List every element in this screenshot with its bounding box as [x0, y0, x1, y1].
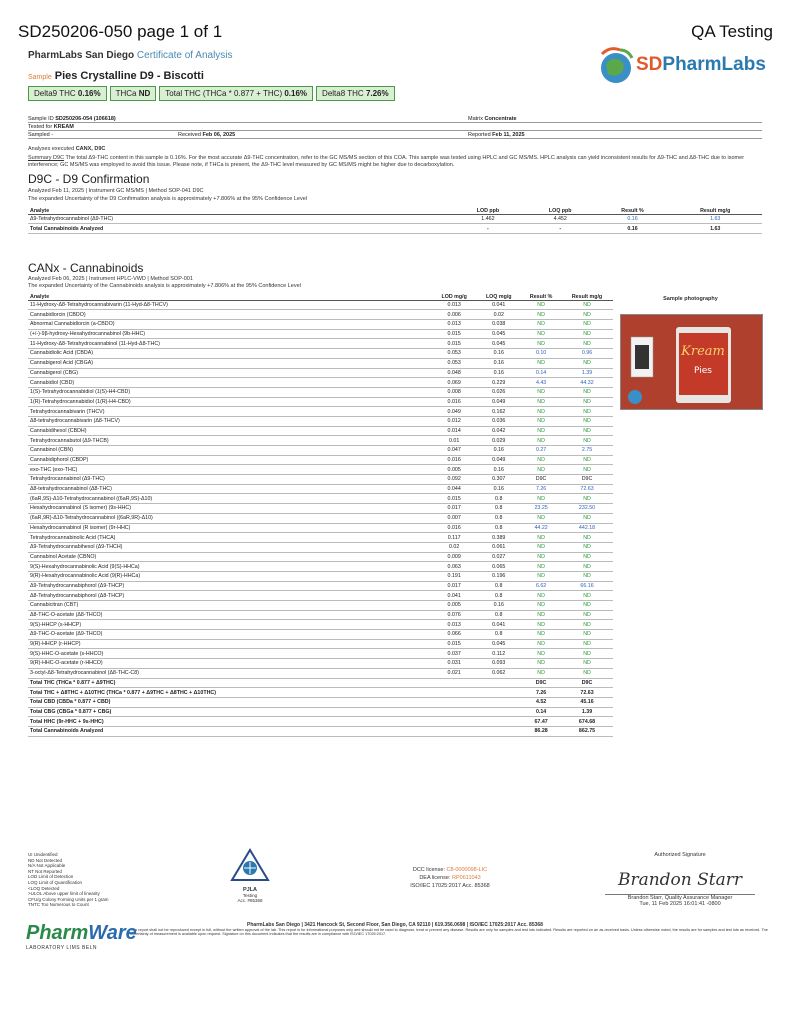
table-row: exo-THC (exo-THC) 0.005 0.16 ND ND — [28, 465, 613, 475]
sdpharmlabs-logo — [596, 44, 766, 84]
photo-header: Sample photography — [663, 296, 718, 302]
summary-badges — [28, 86, 395, 101]
lab-name: PharmLabs San Diego — [28, 50, 135, 61]
d9c-uncertainty: The expanded Uncertainty of the D9 Confirmation analysis is approximately +7.806% at the 95% Confidence Level — [28, 196, 307, 202]
globe-logo-icon — [596, 44, 640, 88]
table-row: Cannabidiphorol (CBDP) 0.016 0.049 ND ND — [28, 455, 613, 465]
pharmware-logo: PharmWare LABORATORY LIMS BELN — [26, 922, 137, 951]
table-row: 9(S)-Hexahydrocannabinolic Acid (9(S)-HHCa) 0.063 0.065 ND ND — [28, 562, 613, 572]
table-row: Cannabigerol Acid (CBGA) 0.053 0.16 ND ND — [28, 358, 613, 368]
table-row-total: Total CBG (CBGa * 0.877 + CBG) 0.14 1.39 — [28, 707, 613, 717]
badge-delta9: Delta9 THC 0.16% — [28, 86, 107, 101]
table-row: 9(R)-Hexahydrocannabinolic Acid (9(R)-HHCa) 0.191 0.196 ND ND — [28, 571, 613, 581]
signature: Brandon Starr — [617, 870, 743, 890]
legend-item: N/A Not Applicable — [28, 863, 66, 869]
legend-item: LOD Limit of Detection — [28, 874, 74, 880]
badge-delta8: Delta8 THC 7.26% — [316, 86, 395, 101]
signer-name: Brandon Starr, Quality Assurance Manager — [627, 895, 733, 901]
canx-uncertainty: The expanded Uncertainty of the Cannabinoids analysis is approximately +7.806% at the 95% Confidence Level — [28, 283, 301, 289]
table-row: Δ9-Tetrahydrocannabinol (Δ9-THC) 1.462 4.452 0.16 1.63 — [28, 214, 762, 224]
table-row: Cannabinol (CBN) 0.047 0.16 0.27 2.75 — [28, 446, 613, 456]
table-row: Δ8-Tetrahydrocannabiphorol (Δ8-THCP) 0.041 0.8 ND ND — [28, 591, 613, 601]
table-row: (6aR,9R)-Δ10-Tetrahydrocannabinol ((6aR,9R)-Δ10) 0.007 0.8 ND ND — [28, 513, 613, 523]
lab-line — [28, 50, 233, 61]
info-row-sample: Sample ID SD250206-054 (106618) Matrix Concentrate — [28, 116, 762, 123]
table-row: Δ9-THC-O-acetate (Δ9-THCO) 0.066 0.8 ND ND — [28, 630, 613, 640]
sample-name: Pies Crystalline D9 - Biscotti — [54, 70, 204, 82]
dcc-license: C8-0000098-LIC — [446, 867, 488, 873]
logo-text-sd: SD — [636, 54, 663, 75]
canx-meta: Analyzed Feb 06, 2025 | Instrument HPLC-VWD | Method SOP-001 — [28, 276, 193, 282]
legend-item: TNTC Too Numerous to Count — [28, 902, 89, 908]
table-row: Hexahydrocannabinol (R isomer) (9r-HHC) 0.016 0.8 44.22 442.18 — [28, 523, 613, 533]
badge-total-thc: Total THC (THCa * 0.877 + THC) 0.16% — [159, 86, 313, 101]
table-row: Δ8-THC-O-acetate (Δ8-THCO) 0.076 0.8 ND ND — [28, 610, 613, 620]
d9c-table: Analyte LOD ppb LOQ ppb Result % Result mg/g Δ9-Tetrahydrocannabinol (Δ9-THC) 1.462 4.452 0.16 1.63 Total Cannabinoids Analyzed - - 0.16 1.63 — [28, 205, 762, 234]
photo-product: Pies — [694, 366, 712, 376]
coa-label: Certificate of Analysis — [136, 50, 233, 61]
logo-text-pharmlabs: PharmLabs — [662, 54, 766, 75]
table-row: Hexahydrocannabinol (S isomer) (9s-HHC) 0.017 0.8 23.25 232.50 — [28, 504, 613, 514]
matrix: Concentrate — [484, 116, 517, 122]
table-row: Abnormal Cannabidiorcin (a-CBDO) 0.013 0.038 ND ND — [28, 320, 613, 330]
reported-date: Feb 11, 2025 — [492, 132, 525, 138]
legend-item: <LOQ Detected — [28, 885, 60, 891]
legend — [28, 852, 109, 908]
table-row-total: Total Cannabinoids Analyzed 86.28 862.75 — [28, 726, 613, 736]
tested-for: KREAM — [53, 124, 74, 130]
table-row: 9(R)-HHC-O-acetate (r-HHCO) 0.031 0.093 ND ND — [28, 659, 613, 669]
sample-id: SD250206-054 (106618) — [55, 116, 116, 122]
table-row: Tetrahydrocannabivarin (THCV) 0.049 0.162 ND ND — [28, 407, 613, 417]
table-row-total: Total THC + Δ8THC + Δ10THC (THCa * 0.877 + Δ9THC + Δ8THC + Δ10THC) 7.26 72.63 — [28, 688, 613, 698]
footer-disclaimer: This report shall not be reproduced except in full, without the written approval of the lab. This report is for informational purposes only and should not be used to diagnose, treat or prevent any disease. Results are only for samples and test lots indicated. Results are reported on an as-received basis. Unless otherwise noted, the results are for samples and test lots as received. The uncertainty of measurement is available upon request. Signature on this document indicates that the results are in compliance with ISO/IEC 17025:2017. — [130, 928, 768, 937]
table-row: Tetrahydrocannabinolic Acid (THCA) 0.117 0.389 ND ND — [28, 533, 613, 543]
sample-name-line — [28, 70, 204, 82]
summary-text: Summary D9C The total Δ9-THC content in this sample is 0.16%. For the most accurate Δ9-THC concentration, refer to the GC MS/MS section of this COA. This sample was tested using HPLC and GC MS/MS. HPLC analysis can yield inconsistent results for Δ9-THC and Δ8-THC due to isomer interference; GC MS/MS was employed to avoid this issue. Please note, if THCa is present, the Δ9-THC level measured by GC MS/MS might be higher due to decarboxylation. — [28, 155, 745, 168]
table-row-total: Total Cannabinoids Analyzed - - 0.16 1.63 — [28, 224, 762, 234]
signature-block: Authorized Signature Brandon Starr Brandon Starr, Quality Assurance Manager Tue, 11 Feb 2025 16:01:41 -0800 — [600, 852, 760, 907]
dea-license: RP0611043 — [452, 875, 481, 881]
received-date: Feb 06, 2025 — [202, 132, 236, 138]
table-row-total: Total HHC (9r-HHC + 9s-HHC) 67.47 674.68 — [28, 717, 613, 727]
document-id: SD250206-050 page 1 of 1 — [18, 22, 223, 41]
table-row: Cannabidiol (CBD) 0.069 0.229 4.43 44.32 — [28, 378, 613, 388]
pjla-triangle-icon — [230, 848, 270, 882]
legend-item: >ULOL Above upper limit of linearity — [28, 891, 100, 897]
table-row-total: Total THC (THCa * 0.877 + Δ9THC) D9C D9C — [28, 678, 613, 688]
table-row: Cannabidiolic Acid (CBDA) 0.053 0.16 0.10 0.96 — [28, 349, 613, 359]
table-row: 11-Hydroxy-Δ8-Tetrahydrocannabinol (11-Hyd-Δ8-THC) 0.015 0.045 ND ND — [28, 339, 613, 349]
table-row: 9(S)-HHCP (s-HHCP) 0.013 0.041 ND ND — [28, 620, 613, 630]
photo-brand: Kream — [681, 344, 725, 359]
canx-title: CANx - Cannabinoids — [28, 261, 144, 275]
table-row: Δ9-Tetrahydrocannabiphorol (Δ9-THCP) 0.017 0.8 6.62 66.16 — [28, 581, 613, 591]
table-row: (+/-)-9β-hydroxy-Hexahydrocannabinol (9b-HHC) 0.015 0.045 ND ND — [28, 329, 613, 339]
document-type: QA Testing — [691, 22, 773, 41]
table-row: Cannabicitran (CBT) 0.005 0.16 ND ND — [28, 601, 613, 611]
badge-thca: THCa ND — [110, 86, 157, 101]
table-row: 1(R)-Tetrahydrocannabidiol (1(R)-H4-CBD) 0.016 0.049 ND ND — [28, 397, 613, 407]
table-row-total: Total CBD (CBDa * 0.877 + CBD) 4.52 45.16 — [28, 697, 613, 707]
sample-photo — [620, 314, 763, 410]
d9c-meta: Analyzed Feb 11, 2025 | Instrument GC MS/MS | Method SOP-041 D9C — [28, 188, 204, 194]
table-row: 1(S)-Tetrahydrocannabidiol (1(S)-H4-CBD) 0.008 0.026 ND ND — [28, 387, 613, 397]
table-row: Δ9-Tetrahydrocannabihexol (Δ9-THCH) 0.02 0.061 ND ND — [28, 542, 613, 552]
canx-table: Analyte LOD mg/g LOQ mg/g Result % Result mg/g 11-Hydroxy-Δ8-Tetrahydrocannabivarin (11-Hyd-Δ8-THCV) 0.013 0.041 ND ND Cannabidiorcin (CBDO) 0.006 0.02 ND ND Abnormal Cannabidiorcin (a-CBDO) 0.013 0.038 ND ND (+/-)-9β-hydroxy-Hexahydrocannabinol (9b-HHC) 0.015 0.045 ND ND 11-Hydroxy-Δ8-Tetrahydrocannabinol (11-Hyd-Δ8-THC) 0.015 0.045 ND ND Cannabidiolic Acid (CBDA) 0.053 0.16 0.10 0.96 Cannabigerol Acid (CBGA) 0.053 0.16 ND ND Cannabigerol (CBG) 0.048 0.16 0.14 1.39 Cannabidiol (CBD) 0.069 0.229 4.43 44.32 1(S)-Tetrahydrocannabidiol (1(S)-H4-CBD) 0.008 0.026 ND ND 1(R)-Tetrahydrocannabidiol (1(R)-H4-CBD) 0.016 0.049 ND ND Tetrahydrocannabivarin (THCV) 0.049 0.162 ND ND Δ8-tetrahydrocannabivarin (Δ8-THCV) 0.012 0.036 ND ND Cannabidihexol (CBDH) 0.014 0.042 ND ND Tetrahydrocannabutol (Δ9-THCB) 0.01 0.029 ND ND Cannabinol (CBN) 0.047 0.16 0.27 2.75 Cannabidiphorol (CBDP) 0.016 0.049 ND ND exo-THC (exo-THC) 0.005 0.16 ND ND Tetrahydrocannabinol (Δ9-THC) 0.092 0.307 D9C D9C Δ8-tetrahydrocannabinol (Δ8-THC) 0.044 0.16 7.26 72.63 (6aR,9S)-Δ10-Tetrahydrocannabinol ((6aR,9S)-Δ10) 0.015 0.8 ND ND Hexahydrocannabinol (S isomer) (9s-HHC) 0.017 0.8 23.25 232.50 (6aR,9R)-Δ10-Tetrahydrocannabinol ((6aR,9R)-Δ10) 0.007 0.8 ND ND Hexahydrocannabinol (R isomer) (9r-HHC) 0.016 0.8 44.22 442.18 Tetrahydrocannabinolic Acid (THCA) 0.117 0.389 ND ND Δ9-Tetrahydrocannabihexol (Δ9-THCH) 0.02 0.061 ND ND Cannabinol Acetate (CBNO) 0.009 0.027 ND ND 9(S)-Hexahydrocannabinolic Acid (9(S)-HHCa) 0.063 0.065 ND ND 9(R)-Hexahydrocannabinolic Acid (9(R)-HHCa) 0.191 0.196 ND ND Δ9-Tetrahydrocannabiphorol (Δ9-THCP) 0.017 0.8 6.62 66.16 Δ8-Tetrahydrocannabiphorol (Δ8-THCP) 0.041 0.8 ND ND Cannabicitran (CBT) 0.005 0.16 ND ND Δ8-THC-O-acetate (Δ8-THCO) 0.076 0.8 ND ND 9(S)-HHCP (s-HHCP) 0.013 0.041 ND ND Δ9-THC-O-acetate (Δ9-THCO) 0.066 0.8 ND ND 9(R)-HHCP (r-HHCP) 0.015 0.045 ND ND 9(S)-HHC-O-acetate (s-HHCO) 0.037 0.112 ND ND 9(R)-HHC-O-acetate (r-HHCO) 0.031 0.093 ND ND 3-octyl-Δ8-Tetrahydrocannabinol (Δ8-THC-C8) 0.021 0.062 ND ND Total THC (THCa * 0.877 + Δ9THC) D9C D9C Total THC + Δ8THC + Δ10THC (THCa * 0.877 + Δ9THC + Δ8THC + Δ10THC) 7.26 72.63 Total CBD (CBDa * 0.877 + CBD) 4.52 45.16 Total CBG (CBGa * 0.877 + CBG) 0.14 1.39 Total HHC (9r-HHC + 9s-HHC) 67.47 674.68 Total Cannabinoids Analyzed 86.28 862.75 — [28, 291, 613, 737]
info-row-dates: Sampled - Received Feb 06, 2025 Reported Feb 11, 2025 — [28, 132, 762, 139]
legend-item: UI Unidentified — [28, 852, 58, 857]
iso-accreditation: ISO/IEC 17025:2017 Acc. 85368 — [410, 883, 490, 889]
table-row: Tetrahydrocannabinol (Δ9-THC) 0.092 0.307 D9C D9C — [28, 475, 613, 485]
table-row: Cannabidiorcin (CBDO) 0.006 0.02 ND ND — [28, 310, 613, 320]
legend-item: CFU/g Colony Forming Units per 1 gram — [28, 896, 109, 902]
signature-date: Tue, 11 Feb 2025 16:01:41 -0800 — [639, 901, 721, 907]
table-row: Tetrahydrocannabutol (Δ9-THCB) 0.01 0.029 ND ND — [28, 436, 613, 446]
info-row-tested: Tested for KREAM — [28, 124, 762, 131]
legend-item: LOQ Limit of Quantification — [28, 879, 83, 885]
table-row: Cannabinol Acetate (CBNO) 0.009 0.027 ND ND — [28, 552, 613, 562]
product-image-icon — [621, 315, 762, 409]
table-row: Δ8-tetrahydrocannabinol (Δ8-THC) 0.044 0.16 7.26 72.63 — [28, 484, 613, 494]
table-row: Cannabidihexol (CBDH) 0.014 0.042 ND ND — [28, 426, 613, 436]
licenses: DCC license: C8-0000098-LIC DEA license: RP0611043 ISO/IEC 17025:2017 Acc. 85368 — [400, 866, 500, 890]
footer-address: PharmLabs San Diego | 3421 Hancock St, Second Floor, San Diego, CA 92110 | 619.356.0698 | ISO/IEC 17025:2017 Acc. 85368 — [247, 922, 543, 928]
pjla-logo: PJLA Testing Acc. #85368 — [225, 848, 275, 903]
legend-item: ND Not Detected — [28, 857, 63, 863]
table-row: 9(R)-HHCP (r-HHCP) 0.015 0.045 ND ND — [28, 639, 613, 649]
table-row: Δ8-tetrahydrocannabivarin (Δ8-THCV) 0.012 0.036 ND ND — [28, 416, 613, 426]
table-row: 3-octyl-Δ8-Tetrahydrocannabinol (Δ8-THC-C8) 0.021 0.062 ND ND — [28, 668, 613, 678]
d9c-title: D9C - D9 Confirmation — [28, 172, 150, 186]
table-row: Cannabigerol (CBG) 0.048 0.16 0.14 1.39 — [28, 368, 613, 378]
table-row: (6aR,9S)-Δ10-Tetrahydrocannabinol ((6aR,9S)-Δ10) 0.015 0.8 ND ND — [28, 494, 613, 504]
table-row: 9(S)-HHC-O-acetate (s-HHCO) 0.037 0.112 ND ND — [28, 649, 613, 659]
analyses-executed: Analyses executed CANX, D9C — [28, 146, 106, 152]
sample-label: Sample — [28, 74, 52, 81]
legend-item: NT Not Reported — [28, 868, 62, 874]
table-row: 11-Hydroxy-Δ8-Tetrahydrocannabivarin (11-Hyd-Δ8-THCV) 0.013 0.041 ND ND — [28, 300, 613, 310]
